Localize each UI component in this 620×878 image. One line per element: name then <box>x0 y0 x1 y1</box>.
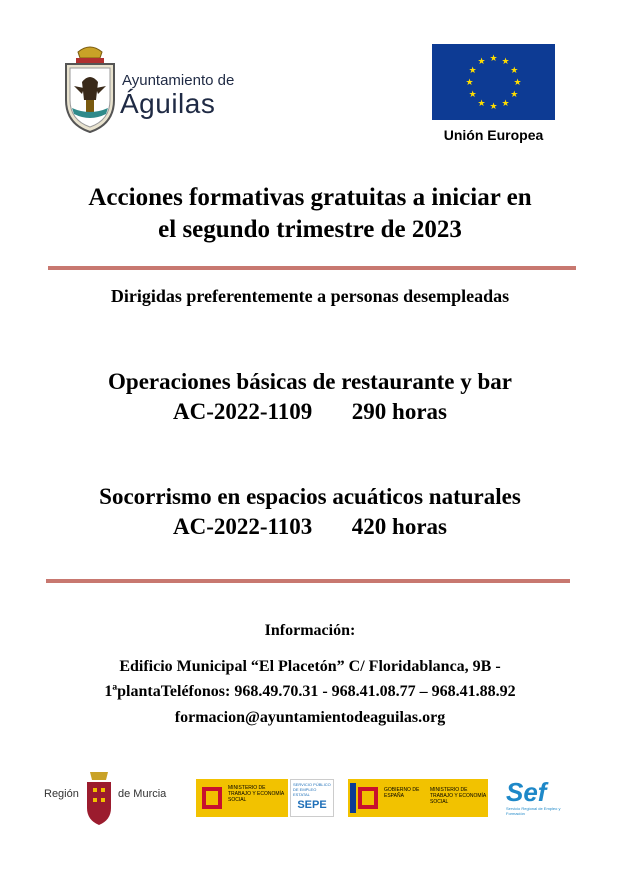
ministerio-2-label: MINISTERIO DE TRABAJO Y ECONOMÍA SOCIAL <box>430 787 486 805</box>
eu-label: Unión Europea <box>443 127 544 143</box>
course-2-hours: 420 horas <box>351 514 447 539</box>
spain-shield-icon <box>200 783 224 813</box>
divider-bottom <box>46 579 570 583</box>
eu-star-icon: ★ <box>510 89 519 99</box>
murcia-crest-icon <box>84 768 114 826</box>
subtitle: Dirigidas preferentemente a personas desempleadas <box>110 286 510 306</box>
info-address: Edificio Municipal “El Placetón” C/ Floridablanca, 9B - <box>119 658 501 675</box>
sef-small-label: Servicio Regional de Empleo y Formación <box>506 806 561 816</box>
course-1-meta <box>0 396 620 428</box>
title-line-1: Acciones formativas gratuitas a iniciar en <box>88 184 532 211</box>
eu-star-icon: ★ <box>501 97 510 108</box>
eu-spain-shield-icon <box>350 781 380 815</box>
murcia-label-left: Región <box>44 788 79 800</box>
ayuntamiento-logo <box>60 42 260 138</box>
sef-label: Sef <box>506 777 547 807</box>
eu-star-icon: ★ <box>510 65 519 75</box>
eu-star-icon: ★ <box>513 77 522 87</box>
course-2-code: AC-2022-1103 <box>173 514 313 539</box>
eu-star-icon: ★ <box>465 77 474 87</box>
gobierno-label: GOBIERNO DE ESPAÑA <box>384 787 420 799</box>
title-line-2: el segundo trimestre de 2023 <box>158 216 462 243</box>
eu-star-icon: ★ <box>477 97 486 108</box>
info-phones: 1ªplantaTeléfonos: 968.49.70.31 - 968.41.08.77 – 968.41.88.92 <box>104 683 516 700</box>
ministerio-sepe-logo <box>196 779 334 817</box>
ayuntamiento-label: Ayuntamiento de <box>122 72 235 89</box>
course-2-meta <box>0 511 620 543</box>
course-2-name: Socorrismo en espacios acuáticos naturales <box>99 484 521 509</box>
eu-flag-icon <box>432 44 555 120</box>
course-1-name: Operaciones básicas de restaurante y bar <box>108 369 512 394</box>
murcia-label-right: de Murcia <box>118 788 167 800</box>
sef-logo <box>506 778 576 822</box>
info-email[interactable]: formacion@ayuntamientodeaguilas.org <box>174 709 446 726</box>
aguilas-label: Águilas <box>120 88 216 119</box>
info-heading: Información: <box>264 622 356 639</box>
gobierno-box <box>348 779 488 817</box>
sepe-box <box>290 779 334 817</box>
divider-top <box>48 266 576 270</box>
eu-star-icon: ★ <box>468 65 477 75</box>
course-1-hours: 290 horas <box>351 399 447 424</box>
course-1-code: AC-2022-1109 <box>173 399 313 424</box>
coat-of-arms-icon <box>60 42 120 134</box>
ministerio-label: MINISTERIO DE TRABAJO Y ECONOMÍA SOCIAL <box>228 785 284 803</box>
eu-star-icon: ★ <box>477 56 486 67</box>
region-murcia-logo <box>44 768 174 828</box>
eu-star-icon: ★ <box>489 101 498 111</box>
eu-star-icon: ★ <box>501 56 510 67</box>
sepe-label: SEPE <box>297 799 327 811</box>
eu-star-icon: ★ <box>468 89 477 99</box>
gobierno-logo <box>348 779 488 817</box>
sepe-small-label: SERVICIO PÚBLICO DE EMPLEO ESTATAL <box>293 782 331 797</box>
eu-star-icon: ★ <box>489 53 498 63</box>
ministerio-box <box>196 779 288 817</box>
